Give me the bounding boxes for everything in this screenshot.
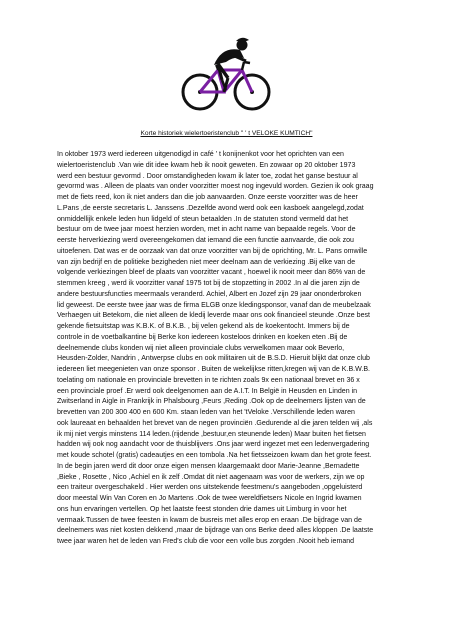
paragraph-line: deelnemende clubs konden wij niet alleen provinciale clubs verwelkomen maar ook Beverlo, bbox=[57, 344, 345, 352]
paragraph-line: hadden wij ook nog aandacht voor de thuisblijvers .Ons jaar werd ingezet met een ledenvergadering bbox=[57, 441, 370, 449]
paragraph-line: ons hun ervaringen vertellen. Op het laatste feest stonden drie dames uit Limburg in voor het bbox=[57, 505, 347, 513]
paragraph-line: werd een bestuur gevormd . Door omstandigheden kwam ik later toe, zodat het ganse bestuur al bbox=[57, 172, 358, 180]
cyclist-icon bbox=[178, 32, 274, 120]
paragraph-line: eerste herverkiezing werd overeengekomen dat iemand die een functie aanvaarde, die ook zou bbox=[57, 237, 354, 244]
paragraph-line: Verhaegen uit Betekom, die niet alleen de kledij leverde maar ons ook financieel steunde .Onze best bbox=[57, 312, 371, 320]
paragraph-line: In oktober 1973 werd iedereen uitgenodigd in café ' t konijnenkot voor het oprichten van een bbox=[57, 151, 344, 158]
paragraph-line: een traiteur overgeschakeld . Hier werden ons uitstekende feestmenu's aangeboden ,opgeluisterd bbox=[57, 484, 363, 492]
paragraph-line: twee jaar waren het de leden van Fred's club die voor een volle bus zorgden .Nooit heb iemand bbox=[57, 538, 355, 545]
paragraph-line: deelnemers was niet kosten dekkend ,maar de bijdrage van ons Berke deed alles kloppen .De laatste bbox=[57, 527, 374, 535]
paragraph-line: ik mij niet vergis minstens 114 leden.(rijdende ,bestuur,en steunende leden) Maar buiten het fietsen bbox=[57, 430, 366, 438]
paragraph-line: L.Pans ,de eerste secretaris L. Janssens .Dezelfde avond werd ook een kasboek aangelegd,zodat bbox=[57, 204, 364, 212]
paragraph-line: Heusden-Zolder, Nandrin , Antwerpse clubs en ook militairen uit de B.S.D. Hieruit blijkt dat onze club bbox=[57, 355, 370, 363]
paragraph-line: brevetten van 200 300 400 en 600 Km. staan leden van het 'tVeloke .Verschillende leden waren bbox=[57, 409, 355, 416]
paragraph-line: vermaak.Tussen de twee feesten in kwam de busreis met alles erop en eraan .De bijdrage van de bbox=[57, 516, 362, 524]
paragraph-line: door meestal Win Van Coren en Jo Martens .Ook de twee wereldfietsers Nicole en Ingrid kwamen bbox=[57, 495, 362, 502]
paragraph-line: In de begin jaren werd dit door onze eigen mensen klaargemaakt door Marie-Jeanne ,Bernadette bbox=[57, 462, 360, 470]
paragraph-line: wielertoeristenclub .Van wie dit idee kwam heb ik nooit geweten. En zowaar op 20 oktober 1973 bbox=[57, 161, 356, 169]
document-title: Korte historiek wielertoeristenclub " ' t VELOKE KUMTICH" bbox=[140, 130, 313, 137]
paragraph-line: bestuur om de twee jaar moest herzien worden, met in acht name van bepaalde regels. Voor de bbox=[57, 226, 356, 234]
paragraph-line: ,Bieke , Rosette , Nico ,Achiel en ik zelf .Omdat dit niet aagenaam was voor de werkers, zijn we op bbox=[57, 473, 365, 481]
paragraph-line: onmiddellijk enkele leden hun lidgeld of steun betaalden .In de statuten stond vermeld dat het bbox=[57, 215, 349, 223]
paragraph-line: toelating om nationale en provinciale brevetten in te richten zoals 9x een nationaal brevet en 36 x bbox=[57, 376, 360, 384]
paragraph-line: van zijn bedrijf en de politieke bezigheden niet meer deelnam aan de verkiezing .Bij elke van de bbox=[57, 258, 356, 266]
paragraph-line: met de fiets reed, kon ik niet anders dan die job aanvaarden. Onze eerste voorzitter was de heer bbox=[57, 194, 358, 201]
document-body bbox=[57, 150, 409, 548]
paragraph-line: Zwitserland in Aigle in Frankrijk in Phalsbourg ,Feurs ,Reding .Ook op de deelnemers lijsten van de bbox=[57, 398, 366, 406]
paragraph-line: controle in de voetbalkantine bij Berke kon iedereen kosteloos drinken en koeken eten .Bij de bbox=[57, 333, 348, 341]
paragraph-line: andere bestuursfuncties meermaals veranderd. Achiel, Albert en Jozef zijn 29 jaar ononderbroken bbox=[57, 290, 362, 298]
paragraph-line: lid geweest. De eerste twee jaar was de firma ELGB onze kledingsponsor, vanaf dan de meubelzaak bbox=[57, 301, 371, 309]
paragraph-line: gekende fietsuitstap was K.B.K. of B.K.B. , bij velen gekend als de koekentocht. Immers bij de bbox=[57, 323, 350, 330]
paragraph-line: volgende verkiezingen bleef de plaats van voorzitter vacant , hoewel ik nooit meer dan 86% van de bbox=[57, 269, 366, 277]
paragraph-line: gevormd was . Alleen de plaats van onder voorzitter moest nog ingevuld worden. Gezien ik ook graag bbox=[57, 183, 374, 191]
paragraph-line: een provinciale proef .Er werd ook deelgenomen aan de A.I.T. In België in Heusden en Linden in bbox=[57, 387, 358, 395]
paragraph-line: met koude schotel (gratis) cadeautjes en een tombola .Na het fietsseizoen kwam dan het grote feest. bbox=[57, 452, 372, 459]
paragraph-line: stemmen kreeg , werd ik voorzitter vanaf 1975 tot bij de stopzetting in 2002 .In al die jaren zijn de bbox=[57, 280, 360, 287]
paragraph-line: iedereen liet meegenieten van onze sponsor . Buiten de wekelijkse ritten,kregen wij van de K.B.W.B. bbox=[57, 366, 370, 373]
paragraph-line: ook laureaat en behaalden het brevet van de negen provinciën .Gedurende al die jaren telden wij ,als bbox=[57, 419, 373, 427]
paragraph-line: uitoefenen. Dat was er de oorzaak van dat onze voorzitter van bij de oprichting, Mr. L. Pans omwille bbox=[57, 247, 368, 255]
